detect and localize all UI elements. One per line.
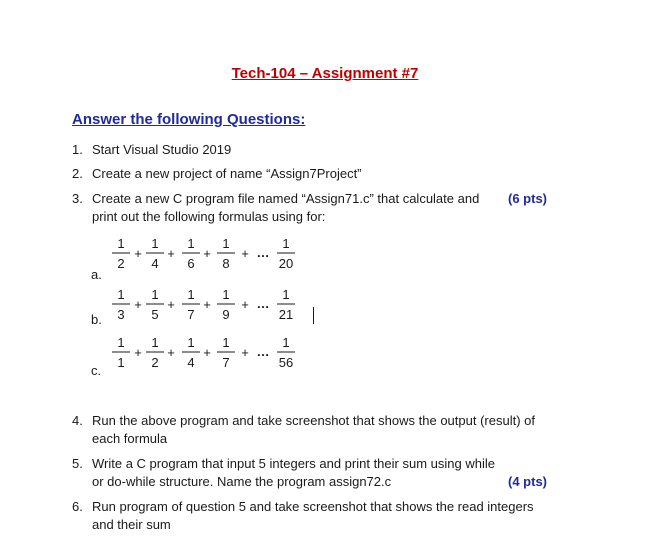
question-5 bbox=[72, 455, 547, 491]
denominator: 20 bbox=[278, 256, 294, 271]
formula-label: a. bbox=[91, 267, 102, 282]
question-text: Run the above program and take screenshot that shows the output (result) of each formula bbox=[92, 413, 535, 446]
question-2 bbox=[72, 165, 547, 183]
question-number: 5. bbox=[72, 456, 83, 471]
numerator: 1 bbox=[151, 287, 159, 302]
denominator: 7 bbox=[222, 355, 230, 370]
ellipsis: … bbox=[256, 296, 270, 311]
formula-b-expression bbox=[114, 287, 344, 327]
question-text: Start Visual Studio 2019 bbox=[92, 142, 232, 157]
plus-sign: + bbox=[241, 297, 249, 312]
denominator: 2 bbox=[151, 355, 159, 370]
question-number: 4. bbox=[72, 413, 83, 428]
formula-c bbox=[90, 335, 350, 379]
formula-a bbox=[90, 236, 350, 280]
question-number: 2. bbox=[72, 166, 83, 181]
numerator: 1 bbox=[117, 335, 125, 350]
formula-b bbox=[90, 287, 350, 331]
denominator: 4 bbox=[151, 256, 159, 271]
numerator: 1 bbox=[187, 335, 195, 350]
numerator: 1 bbox=[222, 335, 230, 350]
question-1 bbox=[72, 141, 547, 159]
plus-sign: + bbox=[203, 246, 211, 261]
question-number: 6. bbox=[72, 499, 83, 514]
numerator: 1 bbox=[282, 335, 290, 350]
plus-sign: + bbox=[167, 297, 175, 312]
question-4 bbox=[72, 412, 547, 448]
formula-label: c. bbox=[91, 363, 102, 378]
denominator: 56 bbox=[278, 355, 294, 370]
plus-sign: + bbox=[134, 297, 142, 312]
plus-sign: + bbox=[167, 345, 175, 360]
plus-sign: + bbox=[203, 297, 211, 312]
document-title: Tech-104 – Assignment #7 bbox=[231, 65, 419, 82]
points-badge: (4 pts) bbox=[508, 474, 547, 489]
question-text: Write a C program that input 5 integers and print their sum using while or do-while structure. Name the program assign72.c bbox=[92, 456, 495, 489]
ellipsis: … bbox=[256, 245, 270, 260]
question-text: Create a new C program file named “Assign71.c” that calculate and print out the following formulas using for: bbox=[92, 191, 480, 224]
plus-sign: + bbox=[134, 246, 142, 261]
denominator: 5 bbox=[151, 307, 159, 322]
question-text: Run program of question 5 and take screenshot that shows the read integers and their sum bbox=[92, 499, 534, 532]
question-text: Create a new project of name “Assign7Project” bbox=[92, 166, 362, 181]
text-cursor bbox=[313, 307, 314, 324]
denominator: 6 bbox=[187, 256, 195, 271]
denominator: 1 bbox=[117, 355, 125, 370]
question-6 bbox=[72, 498, 547, 534]
denominator: 9 bbox=[222, 307, 230, 322]
numerator: 1 bbox=[282, 236, 290, 251]
question-3 bbox=[72, 190, 547, 226]
question-number: 3. bbox=[72, 191, 83, 206]
numerator: 1 bbox=[222, 287, 230, 302]
formula-label: b. bbox=[91, 312, 102, 327]
denominator: 3 bbox=[117, 307, 125, 322]
denominator: 21 bbox=[278, 307, 294, 322]
numerator: 1 bbox=[222, 236, 230, 251]
plus-sign: + bbox=[203, 345, 211, 360]
plus-sign: + bbox=[241, 246, 249, 261]
plus-sign: + bbox=[134, 345, 142, 360]
formula-c-expression bbox=[114, 335, 344, 375]
formula-a-expression bbox=[114, 236, 344, 276]
denominator: 2 bbox=[117, 256, 125, 271]
denominator: 8 bbox=[222, 256, 230, 271]
plus-sign: + bbox=[167, 246, 175, 261]
numerator: 1 bbox=[151, 335, 159, 350]
questions-heading: Answer the following Questions: bbox=[72, 111, 306, 128]
question-number: 1. bbox=[72, 142, 83, 157]
ellipsis: … bbox=[256, 344, 270, 359]
denominator: 7 bbox=[187, 307, 195, 322]
denominator: 4 bbox=[187, 355, 195, 370]
numerator: 1 bbox=[187, 287, 195, 302]
points-badge: (6 pts) bbox=[508, 191, 547, 206]
plus-sign: + bbox=[241, 345, 249, 360]
numerator: 1 bbox=[117, 236, 125, 251]
numerator: 1 bbox=[282, 287, 290, 302]
numerator: 1 bbox=[187, 236, 195, 251]
numerator: 1 bbox=[117, 287, 125, 302]
numerator: 1 bbox=[151, 236, 159, 251]
